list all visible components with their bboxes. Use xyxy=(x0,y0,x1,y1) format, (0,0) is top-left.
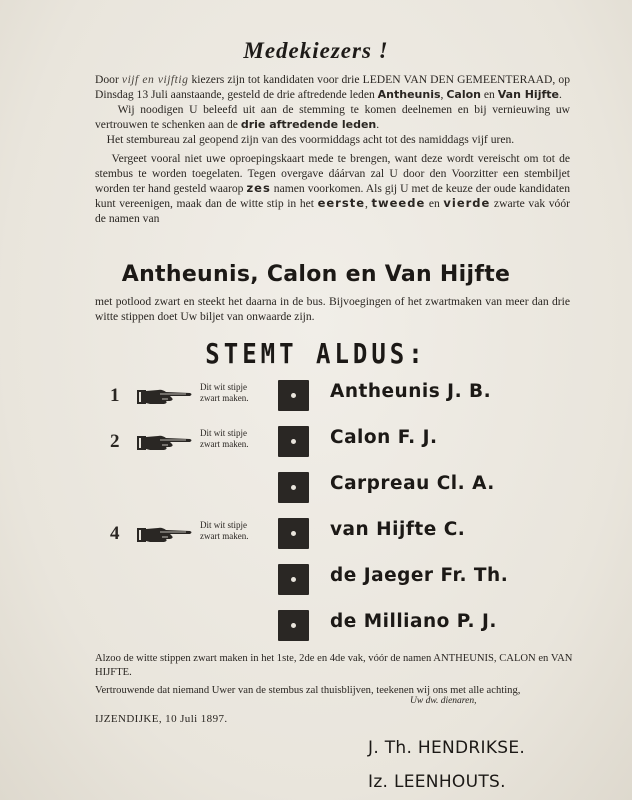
mark-hint xyxy=(200,382,248,404)
pointing-hand-icon xyxy=(136,432,194,459)
signature-2: Iz. LEENHOUTS. xyxy=(368,772,506,792)
text-span: , xyxy=(365,197,372,210)
pointing-hand-icon xyxy=(136,386,194,413)
hint-line-2: zwart maken. xyxy=(200,531,249,541)
instructions-text: met potlood zwart en steekt het daarna in de bus. Bijvoegingen of het zwartmaken van meer dan drie witte stippen doet Uw biljet van onwaarde zijn. xyxy=(95,295,570,323)
text-span: en xyxy=(480,88,498,101)
vote-heading: STEMT ALDUS: xyxy=(205,337,427,371)
vote-box[interactable] xyxy=(278,380,309,411)
emphasis-bold: tweede xyxy=(371,196,426,210)
intro-paragraph-1 xyxy=(95,72,570,102)
candidate-name: Antheunis J. B. xyxy=(330,381,492,402)
hint-line-2: zwart maken. xyxy=(200,439,249,449)
emphasis-bold: vierde xyxy=(443,196,491,210)
mark-hint xyxy=(200,428,248,450)
intro-paragraph-2 xyxy=(95,102,570,132)
hint-line-1: Dit wit stipje xyxy=(200,520,247,530)
vote-box[interactable] xyxy=(278,426,309,457)
text-span: kiezers zijn tot kandidaten voor drie LEDEN VAN DEN GEMEENTERAAD, op Dinsdag 13 Juli aanstaande, gesteld de drie aftredende leden xyxy=(95,73,570,101)
vote-box[interactable] xyxy=(278,472,309,503)
signature-1: J. Th. HENDRIKSE. xyxy=(368,738,526,758)
page-title: Medekiezers ! xyxy=(243,38,389,63)
candidate-name: de Jaeger Fr. Th. xyxy=(330,565,509,586)
footer-line-2: Vertrouwende dat niemand Uwer van de stembus zal thuisblijven, teekenen wij ons met alle achting, xyxy=(95,685,521,696)
ballot-row xyxy=(0,608,632,648)
ballot-number: 4 xyxy=(110,523,120,544)
intro-paragraph-4 xyxy=(95,151,570,226)
text-span: , xyxy=(440,88,447,101)
footer-text xyxy=(95,652,575,702)
text-span: . xyxy=(376,118,380,131)
candidate-name: Carpreau Cl. A. xyxy=(330,473,495,494)
vote-box[interactable] xyxy=(278,564,309,595)
emphasis-bold: drie aftredende leden xyxy=(240,118,377,131)
pointing-hand-icon xyxy=(136,524,194,551)
white-dot xyxy=(291,531,296,536)
ballot-row xyxy=(0,424,632,464)
candidate-name: Calon F. J. xyxy=(330,427,438,448)
ballot-row xyxy=(0,470,632,510)
emphasis-bold: eerste xyxy=(317,196,365,210)
ballot-row xyxy=(0,378,632,418)
text-span: zwarte vak vóór de namen van xyxy=(95,197,570,225)
place-date: IJZENDIJKE, 10 Juli 1897. xyxy=(95,713,228,725)
hint-line-2: zwart maken. xyxy=(200,393,249,403)
hint-line-1: Dit wit stipje xyxy=(200,428,247,438)
intro-text xyxy=(95,72,570,226)
hint-line-1: Dit wit stipje xyxy=(200,382,247,392)
ballot-number: 1 xyxy=(110,385,120,406)
text-span: . xyxy=(558,88,562,101)
candidate-name-bold: Van Hijfte xyxy=(497,88,559,101)
candidate-name: van Hijfte C. xyxy=(330,519,466,540)
vote-box[interactable] xyxy=(278,610,309,641)
intro-paragraph-3 xyxy=(95,132,570,147)
ballot-row xyxy=(0,516,632,556)
text-span: Wij noodigen U beleefd uit aan de stemming te komen deelnemen en bij vernieuwing uw vertrouwen te schenken aan de xyxy=(95,103,570,131)
candidate-name-bold: Calon xyxy=(446,88,481,101)
white-dot xyxy=(291,577,296,582)
closing-salutation: Uw dw. dienaren, xyxy=(410,696,477,706)
white-dot xyxy=(291,439,296,444)
text-span: Door xyxy=(95,73,122,86)
text-span: Het stembureau zal geopend zijn van des voormiddags acht tot des namiddags vijf uren. xyxy=(106,133,515,146)
fancy-count: vijf en vijftig xyxy=(121,73,189,86)
text-span: en xyxy=(425,197,444,210)
footer-line-1: Alzoo de witte stippen zwart maken in het 1ste, 2de en 4de vak, vóór de namen ANTHEUNIS, CALON en VAN HIJFTE. xyxy=(95,653,573,678)
vote-box[interactable] xyxy=(278,518,309,549)
mark-hint xyxy=(200,520,248,542)
ballot-number: 2 xyxy=(110,431,120,452)
text-span: Vergeet vooral niet uwe oproepingskaart mede te brengen, want deze wordt vereischt om tot de stembus te worden toegelaten. Tegen overgave dáárvan zal U door den Voorzitter een stembiljet worden ter hand gesteld waarop xyxy=(95,152,571,195)
candidates-headline: Antheunis, Calon en Van Hijfte xyxy=(121,262,511,287)
white-dot xyxy=(291,485,296,490)
candidate-name: de Milliano P. J. xyxy=(330,611,497,632)
emphasis-bold: zes xyxy=(246,181,271,195)
text-span: namen voorkomen. Als gij U met de keuze der oude kandidaten kunt vereenigen, maak dan de witte stip in het xyxy=(95,182,570,210)
candidate-name-bold: Antheunis xyxy=(377,88,441,101)
ballot-row xyxy=(0,562,632,602)
white-dot xyxy=(291,393,296,398)
white-dot xyxy=(291,623,296,628)
